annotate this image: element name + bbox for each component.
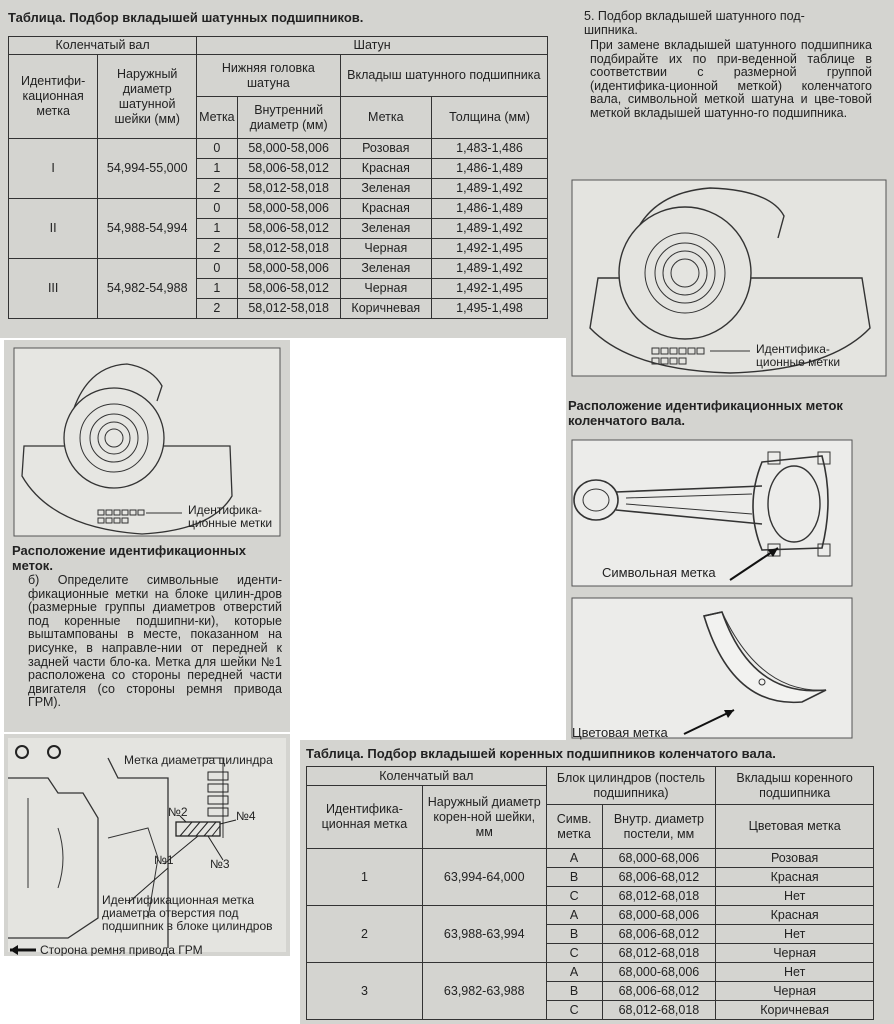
- insert-thickness-cell: 1,483-1,486: [432, 139, 548, 159]
- section-5-line2: шипника.: [584, 23, 638, 37]
- block-symbol-cell: A: [546, 963, 602, 982]
- rod-figures-panel: [566, 428, 894, 740]
- insert-color-cell: Зеленая: [340, 179, 431, 199]
- rod-table-header-insert: Вкладыш шатунного подшипника: [340, 55, 547, 97]
- bearing-bore-mark-label: Идентификационная метка диаметра отверстия под подшипник в блоке цилиндров: [102, 893, 273, 933]
- rod-inner-diameter-cell: 58,006-58,012: [237, 159, 340, 179]
- journal-id-cell: 1: [307, 849, 423, 906]
- rod-bearing-table: [8, 36, 548, 319]
- crank-diameter-cell: 54,982-54,988: [98, 259, 197, 319]
- insert-color-cell: Коричневая: [340, 299, 431, 319]
- block-symbol-cell: C: [546, 944, 602, 963]
- rod-mark-cell: 1: [197, 219, 238, 239]
- insert-color-cell: Черная: [716, 982, 874, 1001]
- block-symbol-cell: A: [546, 906, 602, 925]
- block-inner-diameter-cell: 68,000-68,006: [602, 963, 716, 982]
- insert-thickness-cell: 1,492-1,495: [432, 239, 548, 259]
- block-inner-diameter-cell: 68,006-68,012: [602, 868, 716, 887]
- rod-table-group-crank: Коленчатый вал: [9, 37, 197, 55]
- insert-color-cell: Зеленая: [340, 219, 431, 239]
- section-5-line1: 5. Подбор вкладышей шатунного под-: [584, 9, 805, 23]
- insert-color-cell: Коричневая: [716, 1001, 874, 1020]
- crank-diameter-cell: 54,994-55,000: [98, 139, 197, 199]
- main-table-group-block: Блок цилиндров (постель подшипника): [546, 767, 716, 805]
- section-5-body: При замене вкладышей шатунного подшипника подбирайте их по при-веденной таблице в соответствии с размерной группой (идентифика-ционной меткой) коленчатого вала, символьной меткой шатуна и цве-товой меткой вкладышей шатунно-го подшипника.: [590, 38, 872, 120]
- block-symbol-cell: B: [546, 982, 602, 1001]
- color-mark-label: Цветовая метка: [572, 725, 668, 740]
- block-symbol-cell: C: [546, 1001, 602, 1020]
- insert-color-cell: Зеленая: [340, 259, 431, 279]
- journal-4-label: №4: [236, 809, 256, 823]
- main-table-body: [307, 849, 874, 1020]
- main-table-title: Таблица. Подбор вкладышей коренных подшипников коленчатого вала.: [306, 746, 776, 761]
- main-table-header-inner: Внутр. диаметр постели, мм: [602, 805, 716, 849]
- insert-color-cell: Розовая: [340, 139, 431, 159]
- block-inner-diameter-cell: 68,012-68,018: [602, 944, 716, 963]
- journal-1-label: №1: [154, 853, 174, 867]
- rod-table-header-inner: Внутренний диаметр (мм): [237, 97, 340, 139]
- insert-color-cell: Нет: [716, 925, 874, 944]
- crank-marks-caption: Расположение идентификационных меток.: [12, 543, 246, 573]
- cylinder-diameter-mark-label: Метка диаметра цилиндра: [124, 753, 273, 767]
- main-bearing-table-panel: [300, 740, 894, 1024]
- rod-table-header-lower: Нижняя головка шатуна: [197, 55, 341, 97]
- main-table-header-color: Цветовая метка: [716, 805, 874, 849]
- block-inner-diameter-cell: 68,000-68,006: [602, 849, 716, 868]
- block-inner-diameter-cell: 68,006-68,012: [602, 925, 716, 944]
- rod-inner-diameter-cell: 58,000-58,006: [237, 199, 340, 219]
- rod-inner-diameter-cell: 58,012-58,018: [237, 179, 340, 199]
- block-symbol-cell: B: [546, 868, 602, 887]
- insert-thickness-cell: 1,486-1,489: [432, 199, 548, 219]
- journal-2-label: №2: [168, 805, 188, 819]
- rod-bearing-table-panel: [0, 0, 566, 338]
- table-row: [9, 139, 548, 159]
- rod-mark-cell: 0: [197, 199, 238, 219]
- journal-id-cell: 2: [307, 906, 423, 963]
- insert-color-cell: Нет: [716, 887, 874, 906]
- crank-figure-label: Идентифика-ционные метки: [756, 342, 841, 369]
- insert-color-cell: Черная: [716, 944, 874, 963]
- rod-table-header-id: Идентифи-кационная метка: [9, 55, 98, 139]
- crank-id-cell: III: [9, 259, 98, 319]
- insert-color-cell: Красная: [716, 906, 874, 925]
- journal-3-label: №3: [210, 857, 230, 871]
- rod-mark-cell: 0: [197, 139, 238, 159]
- rod-inner-diameter-cell: 58,006-58,012: [237, 219, 340, 239]
- block-symbol-cell: A: [546, 849, 602, 868]
- block-symbol-cell: C: [546, 887, 602, 906]
- insert-color-cell: Черная: [340, 239, 431, 259]
- table-row: [9, 259, 548, 279]
- bearing-shell-figure: [572, 598, 852, 738]
- journal-diameter-cell: 63,994-64,000: [422, 849, 546, 906]
- insert-thickness-cell: 1,489-1,492: [432, 259, 548, 279]
- rod-mark-cell: 1: [197, 279, 238, 299]
- crank-marks-label: Идентифика-ционные метки: [188, 503, 273, 530]
- main-table-group-insert: Вкладыш коренного подшипника: [716, 767, 874, 805]
- insert-thickness-cell: 1,495-1,498: [432, 299, 548, 319]
- rod-inner-diameter-cell: 58,012-58,018: [237, 239, 340, 259]
- block-inner-diameter-cell: 68,012-68,018: [602, 1001, 716, 1020]
- block-inner-diameter-cell: 68,000-68,006: [602, 906, 716, 925]
- main-bearing-table: [306, 766, 874, 1020]
- block-figure-panel: [4, 734, 290, 956]
- block-inner-diameter-cell: 68,012-68,018: [602, 887, 716, 906]
- main-table-header-id: Идентифика-ционная метка: [307, 786, 423, 849]
- symbol-mark-label: Символьная метка: [602, 565, 716, 580]
- insert-thickness-cell: 1,489-1,492: [432, 179, 548, 199]
- crank-diameter-cell: 54,988-54,994: [98, 199, 197, 259]
- journal-diameter-cell: 63,988-63,994: [422, 906, 546, 963]
- insert-thickness-cell: 1,489-1,492: [432, 219, 548, 239]
- insert-color-cell: Красная: [716, 868, 874, 887]
- table-row: [307, 963, 874, 982]
- table-row: [307, 849, 874, 868]
- insert-color-cell: Нет: [716, 963, 874, 982]
- insert-color-cell: Розовая: [716, 849, 874, 868]
- rod-mark-cell: 0: [197, 259, 238, 279]
- main-table-group-crank: Коленчатый вал: [307, 767, 547, 786]
- table-row: [307, 906, 874, 925]
- main-table-header-outer: Наружный диаметр корен-ной шейки, мм: [422, 786, 546, 849]
- insert-thickness-cell: 1,492-1,495: [432, 279, 548, 299]
- rod-table-group-rod: Шатун: [197, 37, 548, 55]
- insert-color-cell: Красная: [340, 159, 431, 179]
- right-column-panel: [566, 0, 894, 428]
- insert-color-cell: Красная: [340, 199, 431, 219]
- insert-color-cell: Черная: [340, 279, 431, 299]
- rod-mark-cell: 2: [197, 299, 238, 319]
- rod-table-body: [9, 139, 548, 319]
- block-inner-diameter-cell: 68,006-68,012: [602, 982, 716, 1001]
- rod-inner-diameter-cell: 58,012-58,018: [237, 299, 340, 319]
- rod-table-header-thick: Толщина (мм): [432, 97, 548, 139]
- main-table-header-sym: Симв. метка: [546, 805, 602, 849]
- block-symbol-cell: B: [546, 925, 602, 944]
- rod-inner-diameter-cell: 58,006-58,012: [237, 279, 340, 299]
- left-figure-panel: [4, 340, 290, 732]
- step-b-paragraph: б) Определите символьные иденти-фикационные метки на блоке цилин-дров (размерные группы диаметров отверстий под коренные подшипни-ки), которые выштампованы в месте, показанном на рисунке, в направле-нии от передней к задней части бло-ка. Метка для шейки №1 расположена со стороны передней части двигателя (со стороны ремня привода ГРМ).: [28, 573, 282, 710]
- rod-inner-diameter-cell: 58,000-58,006: [237, 139, 340, 159]
- rod-mark-cell: 1: [197, 159, 238, 179]
- rod-table-header-mark: Метка: [197, 97, 238, 139]
- journal-diameter-cell: 63,982-63,988: [422, 963, 546, 1020]
- table-row: [9, 199, 548, 219]
- insert-thickness-cell: 1,486-1,489: [432, 159, 548, 179]
- crank-id-cell: II: [9, 199, 98, 259]
- rod-table-title: Таблица. Подбор вкладышей шатунных подшипников.: [8, 10, 364, 25]
- rod-inner-diameter-cell: 58,000-58,006: [237, 259, 340, 279]
- rod-mark-cell: 2: [197, 179, 238, 199]
- crank-id-cell: I: [9, 139, 98, 199]
- belt-side-label: Сторона ремня привода ГРМ: [40, 943, 203, 956]
- journal-id-cell: 3: [307, 963, 423, 1020]
- rod-table-header-outer: Наружный диаметр шатунной шейки (мм): [98, 55, 197, 139]
- rod-mark-cell: 2: [197, 239, 238, 259]
- rod-table-header-mark2: Метка: [340, 97, 431, 139]
- crank-figure-caption: Расположение идентификационных меток коленчатого вала.: [568, 398, 843, 428]
